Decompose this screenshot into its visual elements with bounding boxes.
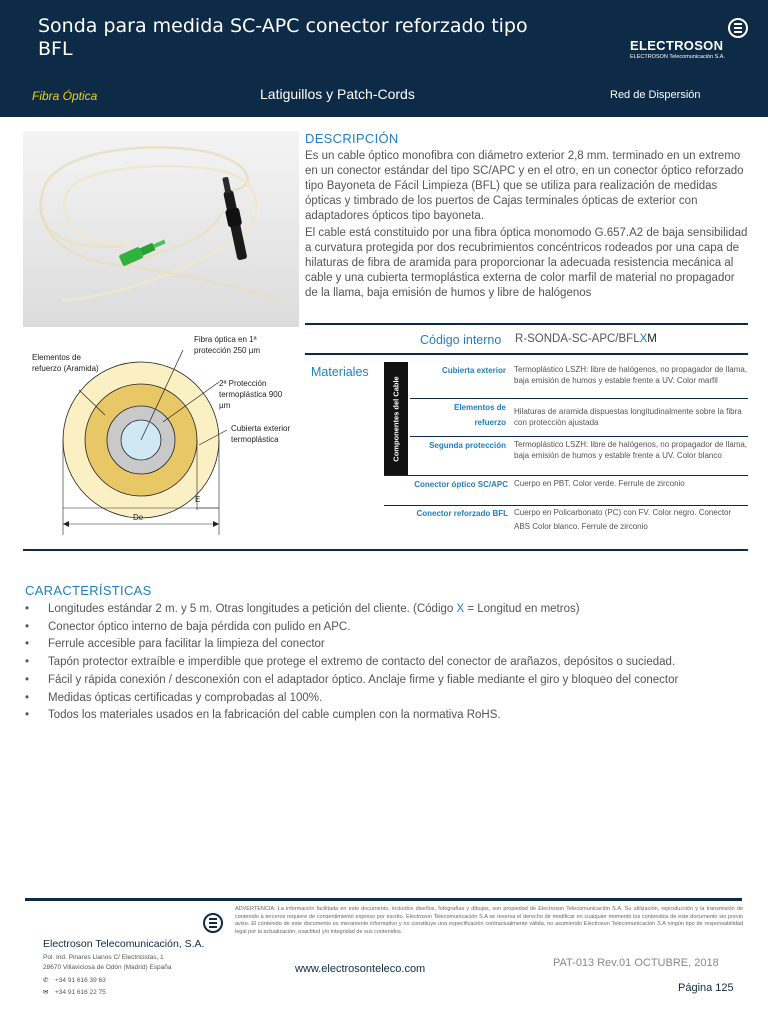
material-value: Termoplástico LSZH: libre de halógenos, no propagador de llama, baja emisión de humos y estable frente a UV. Color marfil <box>514 365 748 385</box>
material-value: Hilaturas de aramida dispuestas longitudinalmente sobre la fibra con protección ajustada <box>514 407 742 427</box>
address-line: 28670 Villaviciosa de Odón (Madrid) España <box>43 964 172 971</box>
materials-row <box>410 363 748 399</box>
fax-number: +34 91 616 22 75 <box>55 989 106 996</box>
description-paragraph: El cable está constituido por una fibra óptica monomodo G.657.A2 de baja sensibilidad a curvatura protegida por dos recubrimientos concéntricos rodeados por una capa de hilaturas de fibra de aramida para proporcionar la adecuada resistencia mecánica al cable y una cubierta termoplástica externa de color marfil de material no propagador de la llama, baja emisión de humos y libre de halógenos <box>305 227 748 299</box>
description-text <box>305 149 748 303</box>
company-address <box>43 953 172 973</box>
fax-icon: ✉ <box>43 989 49 996</box>
legal-warning: ADVERTENCIA: La información facilitada en este documento, incluidos diseños, fotografías y dibujos, son propiedad de Electroson Telecomunicación S.A. Su utilización, reproducción y la transmisión de contenido a terceros requiere de consentimiento expreso por escrito. Electroson Telecomunicación S.A se reserva el derecho de modificar en cualquier momento los contenidos de este documento sin previo aviso. El contenido de este documento es meramente informativo y no constituye una especificación contractualmente válida, no asumiendo Electroson Telecomunicación S.A ningún tipo de responsabilidad legal por la actualización, exactitud y/o integridad de sus contenidos. <box>235 906 743 935</box>
materials-row <box>410 437 748 475</box>
product-photo <box>23 131 299 327</box>
phone-icon: ✆ <box>43 977 49 984</box>
material-value: Cuerpo en Policarbonato (PC) con FV. Color negro. Conector ABS Color blanco. Ferrule de zirconio <box>514 508 732 531</box>
divider <box>305 353 748 355</box>
feature-text: Longitudes estándar 2 m. y 5 m. Otras longitudes a petición del cliente. (Código <box>48 603 457 615</box>
logo-name: ELECTROSON <box>630 38 724 53</box>
logo-mark-icon <box>728 18 748 38</box>
materials-row <box>384 506 748 536</box>
features-title: CARACTERÍSTICAS <box>25 583 152 598</box>
material-key: Conector reforzado BFL <box>416 509 508 518</box>
code-value <box>515 333 657 345</box>
network-label: Red de Dispersión <box>610 89 701 101</box>
footer-logo-icon <box>203 913 223 933</box>
label-e: E <box>195 495 201 504</box>
divider <box>23 549 748 551</box>
document-revision: PAT-013 Rev.01 OCTUBRE, 2018 <box>553 957 719 969</box>
label-fibra: Fibra óptica en 1ª protección 250 µm <box>194 335 260 355</box>
list-item: • Medidas ópticas certificadas y comprobadas al 100%. <box>25 690 755 708</box>
material-key: Cubierta exterior <box>441 366 506 375</box>
fax-line <box>43 988 106 996</box>
phone-number: +34 91 616 39 63 <box>55 977 106 984</box>
page-header <box>0 0 768 117</box>
material-key: Conector óptico SC/APC <box>414 480 508 489</box>
website-link[interactable]: www.electrosonteleco.com <box>295 963 426 975</box>
material-value: Cuerpo en PBT. Color verde. Ferrule de zirconio <box>514 479 685 488</box>
list-item: • Fácil y rápida conexión / desconexión con el adaptador óptico. Anclaje firme y fiable mediante el giro y bloqueo del conector <box>25 672 755 690</box>
list-item: • Tapón protector extraíble e imperdible que protege el extremo de contacto del conector de arañazos, depósitos o suciedad. <box>25 654 755 672</box>
category-label: Fibra Óptica <box>32 89 98 103</box>
label-aramida: Elementos de refuerzo (Aramida) <box>32 353 99 373</box>
row-divider <box>384 475 748 476</box>
features-list <box>25 601 755 725</box>
list-item <box>25 601 755 619</box>
materials-row <box>384 477 748 505</box>
category-band <box>0 84 768 108</box>
cable-components-label: Componentes del Cable <box>391 375 401 462</box>
materials-label: Materiales <box>311 365 369 379</box>
phone-line <box>43 976 106 984</box>
subcategory-label: Latiguillos y Patch-Cords <box>260 86 415 102</box>
description-paragraph: Es un cable óptico monofibra con diámetro exterior 2,8 mm. terminado en un extremo en un conector estándar del tipo SC/APC y en el otro, en un conector óptico reforzado tipo Bayoneta de Fácil Limpieza (BFL) que se utiliza para realización de medidas ópticas y timbrado de los puertos de Cajas terminales ópticas de exterior con adaptadores ópticos tipo bayoneta. <box>305 150 744 222</box>
code-unit: M <box>647 333 657 345</box>
feature-text: = Longitud en metros) <box>464 603 580 615</box>
company-name: Electroson Telecomunicación, S.A. <box>43 938 205 950</box>
list-item: • Conector óptico interno de baja pérdida con pulido en APC. <box>25 619 755 637</box>
row-divider <box>410 398 748 399</box>
label-de: De <box>133 513 144 522</box>
logo-subtitle: ELECTROSON Telecomunicación S.A. <box>630 54 725 60</box>
cable-cross-section-diagram <box>23 330 303 545</box>
length-variable: X <box>456 603 465 615</box>
footer-divider <box>25 898 742 901</box>
code-label: Código interno <box>420 333 502 347</box>
list-item: • Ferrule accesible para facilitar la limpieza del conector <box>25 636 755 654</box>
code-prefix: R-SONDA-SC-APC/BFL <box>515 333 640 345</box>
materials-row <box>410 400 748 436</box>
page-number: Página 125 <box>678 982 734 994</box>
material-key: Segunda protección <box>429 441 506 450</box>
cable-components-bar <box>384 362 408 475</box>
material-value: Termoplástico LSZH: libre de halógenos, no propagador de llama, baja emisión de humos y estable frente a UV. Color blanco <box>514 440 748 460</box>
material-key: Elementos de refuerzo <box>453 403 506 427</box>
electroson-logo <box>630 18 740 62</box>
code-length-variable: X <box>639 333 648 345</box>
label-segunda: 2ª Protección termoplástica 900 µm <box>219 379 283 410</box>
list-item: • Todos los materiales usados en la fabricación del cable cumplen con la normativa RoHS. <box>25 707 755 725</box>
label-cubierta: Cubierta exterior termoplástica <box>231 424 291 444</box>
address-line: Pol. Ind. Pinares Llanos C/ Electricistas, 1 <box>43 954 164 961</box>
page-title: Sonda para medida SC-APC conector reforzado tipo BFL <box>38 15 528 60</box>
divider <box>305 323 748 325</box>
description-title: DESCRIPCIÓN <box>305 131 399 146</box>
